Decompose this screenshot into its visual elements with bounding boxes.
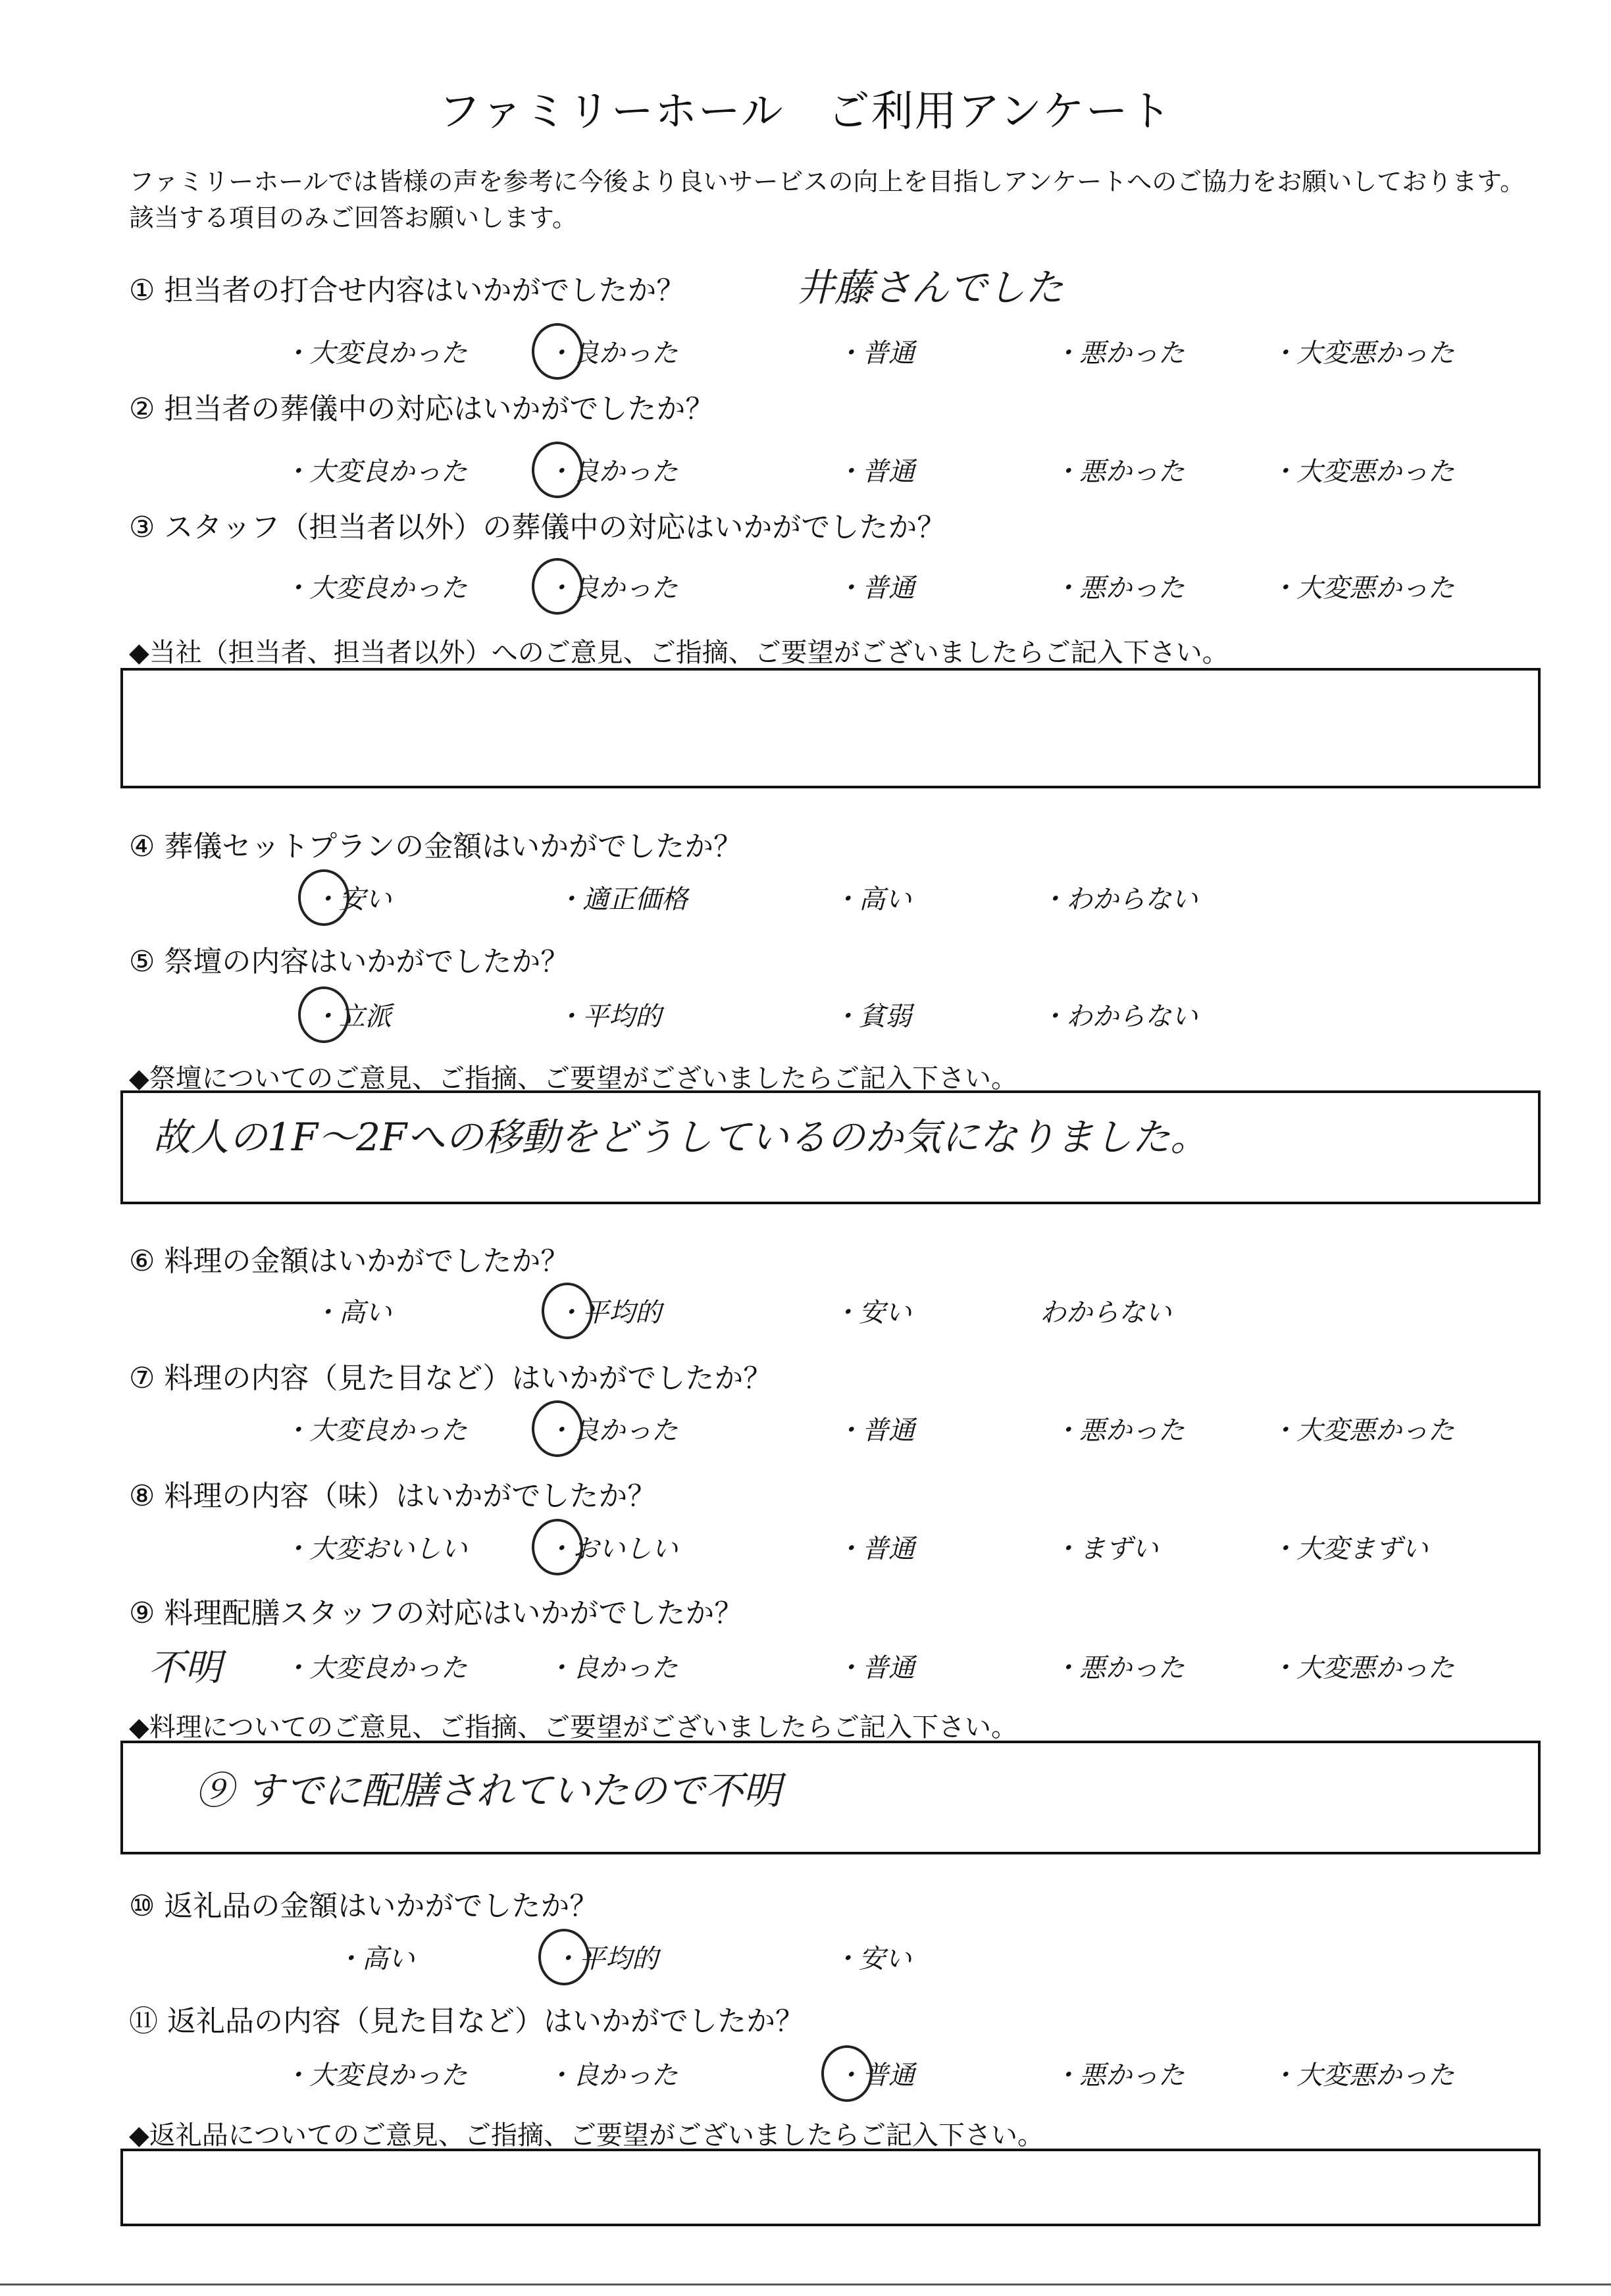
option-1-4[interactable]: ・悪かった	[1053, 338, 1185, 369]
comment-2-box[interactable]	[120, 1090, 1541, 1204]
selected-circle-mark	[538, 1929, 590, 1985]
option-7-3[interactable]: ・普通	[836, 1416, 915, 1446]
selected-circle-mark	[532, 1519, 583, 1575]
option-5-2[interactable]: ・平均的	[556, 1002, 661, 1032]
question-3-label: ③ スタッフ（担当者以外）の葬儀中の対応はいかがでしたか？	[129, 511, 946, 544]
page-title: ファミリーホール ご利用アンケート	[438, 88, 1173, 136]
comment-3-heading: ◆料理についてのご意見、ご指摘、ご要望がございましたらご記入下さい。	[129, 1712, 1017, 1743]
intro-line-1: ファミリーホールでは皆様の声を参考に今後より良いサービスの向上を目指しアンケートへのご協力をお願いしております。	[129, 167, 1525, 196]
selected-circle-mark	[542, 1283, 593, 1339]
option-11-5[interactable]: ・大変悪かった	[1270, 2060, 1454, 2091]
option-3-2[interactable]: ・良かった	[546, 573, 678, 603]
selected-circle-mark	[532, 323, 583, 380]
option-2-5[interactable]: ・大変悪かった	[1270, 457, 1454, 487]
question-7-options	[0, 1410, 1611, 1449]
option-8-3[interactable]: ・普通	[836, 1534, 915, 1564]
question-5-label: ⑤ 祭壇の内容はいかがでしたか？	[129, 945, 570, 979]
option-9-3[interactable]: ・普通	[836, 1653, 915, 1683]
option-6-2[interactable]: ・平均的	[556, 1298, 661, 1328]
option-9-5[interactable]: ・大変悪かった	[1270, 1653, 1454, 1683]
question-8-label: ⑧ 料理の内容（味）はいかがでしたか？	[129, 1479, 657, 1513]
option-11-2[interactable]: ・良かった	[546, 2060, 678, 2091]
selected-circle-mark	[532, 1400, 583, 1457]
option-3-3[interactable]: ・普通	[836, 573, 915, 603]
option-8-1[interactable]: ・大変おいしい	[283, 1534, 467, 1564]
option-11-1[interactable]: ・大変良かった	[283, 2060, 467, 2091]
option-5-3[interactable]: ・貧弱	[832, 1002, 911, 1032]
option-2-4[interactable]: ・悪かった	[1053, 457, 1185, 487]
option-7-5[interactable]: ・大変悪かった	[1270, 1416, 1454, 1446]
option-7-4[interactable]: ・悪かった	[1053, 1416, 1185, 1446]
option-7-2[interactable]: ・良かった	[546, 1416, 678, 1446]
option-9-2[interactable]: ・良かった	[546, 1653, 678, 1683]
option-5-1[interactable]: ・立派	[313, 1002, 392, 1032]
option-8-4[interactable]: ・まずい	[1053, 1534, 1158, 1564]
option-3-1[interactable]: ・大変良かった	[283, 573, 467, 603]
question-1-note: 井藤さんでした	[796, 265, 1064, 310]
question-4-options	[0, 879, 1611, 918]
option-3-4[interactable]: ・悪かった	[1053, 573, 1185, 603]
comment-3-box[interactable]	[120, 1741, 1541, 1854]
comment-3-text: ⑨ すでに配膳されていたので不明	[195, 1768, 782, 1813]
question-10-options	[0, 1938, 1611, 1977]
question-1-options	[0, 332, 1611, 372]
option-10-3[interactable]: ・安い	[832, 1944, 911, 1974]
option-2-3[interactable]: ・普通	[836, 457, 915, 487]
option-2-1[interactable]: ・大変良かった	[283, 457, 467, 487]
question-4-label: ④ 葬儀セットプランの金額はいかがでしたか？	[129, 830, 743, 863]
question-6-label: ⑥ 料理の金額はいかがでしたか？	[129, 1244, 570, 1278]
selected-circle-mark	[298, 986, 349, 1043]
option-7-1[interactable]: ・大変良かった	[283, 1416, 467, 1446]
comment-1-box[interactable]	[120, 668, 1541, 788]
option-11-3[interactable]: ・普通	[836, 2060, 915, 2091]
option-6-4[interactable]: わからない	[1040, 1298, 1171, 1328]
option-4-3[interactable]: ・高い	[832, 884, 911, 915]
selected-circle-mark	[532, 442, 583, 498]
question-2-options	[0, 451, 1611, 490]
option-6-1[interactable]: ・高い	[313, 1298, 392, 1328]
question-10-label: ⑩ 返礼品の金額はいかがでしたか？	[129, 1889, 599, 1923]
comment-4-heading: ◆返礼品についてのご意見、ご指摘、ご要望がございましたらご記入下さい。	[129, 2120, 1044, 2151]
option-2-2[interactable]: ・良かった	[546, 457, 678, 487]
option-1-1[interactable]: ・大変良かった	[283, 338, 467, 369]
comment-2-heading: ◆祭壇についてのご意見、ご指摘、ご要望がございましたらご記入下さい。	[129, 1063, 1017, 1094]
option-8-5[interactable]: ・大変まずい	[1270, 1534, 1428, 1564]
selected-circle-mark	[298, 869, 349, 926]
question-5-options	[0, 996, 1611, 1035]
option-9-4[interactable]: ・悪かった	[1053, 1653, 1185, 1683]
option-8-2[interactable]: ・おいしい	[546, 1534, 678, 1564]
comment-2-text: 故人の1F〜2Fへの移動をどうしているのか気になりました。	[153, 1115, 1209, 1160]
option-4-1[interactable]: ・安い	[313, 884, 392, 915]
option-1-5[interactable]: ・大変悪かった	[1270, 338, 1454, 369]
question-8-options	[0, 1528, 1611, 1568]
bottom-edge-line	[0, 2283, 1611, 2285]
option-3-5[interactable]: ・大変悪かった	[1270, 573, 1454, 603]
selected-circle-mark	[532, 558, 583, 615]
question-9-note: 不明	[148, 1646, 222, 1689]
question-6-options	[0, 1292, 1611, 1331]
question-3-options	[0, 567, 1611, 607]
question-2-label: ② 担当者の葬儀中の対応はいかがでしたか？	[129, 392, 715, 426]
option-4-2[interactable]: ・適正価格	[556, 884, 688, 915]
question-11-options	[0, 2054, 1611, 2094]
comment-1-heading: ◆当社（担当者、担当者以外）へのご意見、ご指摘、ご要望がございましたらご記入下さい。	[129, 638, 1229, 668]
question-1-label: ① 担当者の打合せ内容はいかがでしたか？	[129, 274, 686, 307]
option-6-3[interactable]: ・安い	[832, 1298, 911, 1328]
question-11-label: ⑪ 返礼品の内容（見た目など）はいかがでしたか？	[129, 2004, 804, 2038]
question-9-options	[0, 1647, 1611, 1687]
option-4-4[interactable]: ・わからない	[1040, 884, 1198, 915]
question-9-label: ⑨ 料理配膳スタッフの対応はいかがでしたか？	[129, 1596, 744, 1630]
option-1-2[interactable]: ・良かった	[546, 338, 678, 369]
intro-line-2: 該当する項目のみご回答お願いします。	[129, 203, 577, 232]
option-9-1[interactable]: ・大変良かった	[283, 1653, 467, 1683]
option-10-2[interactable]: ・平均的	[553, 1944, 658, 1974]
selected-circle-mark	[821, 2045, 873, 2102]
option-1-3[interactable]: ・普通	[836, 338, 915, 369]
option-11-4[interactable]: ・悪かった	[1053, 2060, 1185, 2091]
option-10-1[interactable]: ・高い	[336, 1944, 415, 1974]
question-7-label: ⑦ 料理の内容（見た目など）はいかがでしたか？	[129, 1362, 773, 1395]
comment-4-box[interactable]	[120, 2149, 1541, 2226]
option-5-4[interactable]: ・わからない	[1040, 1002, 1198, 1032]
